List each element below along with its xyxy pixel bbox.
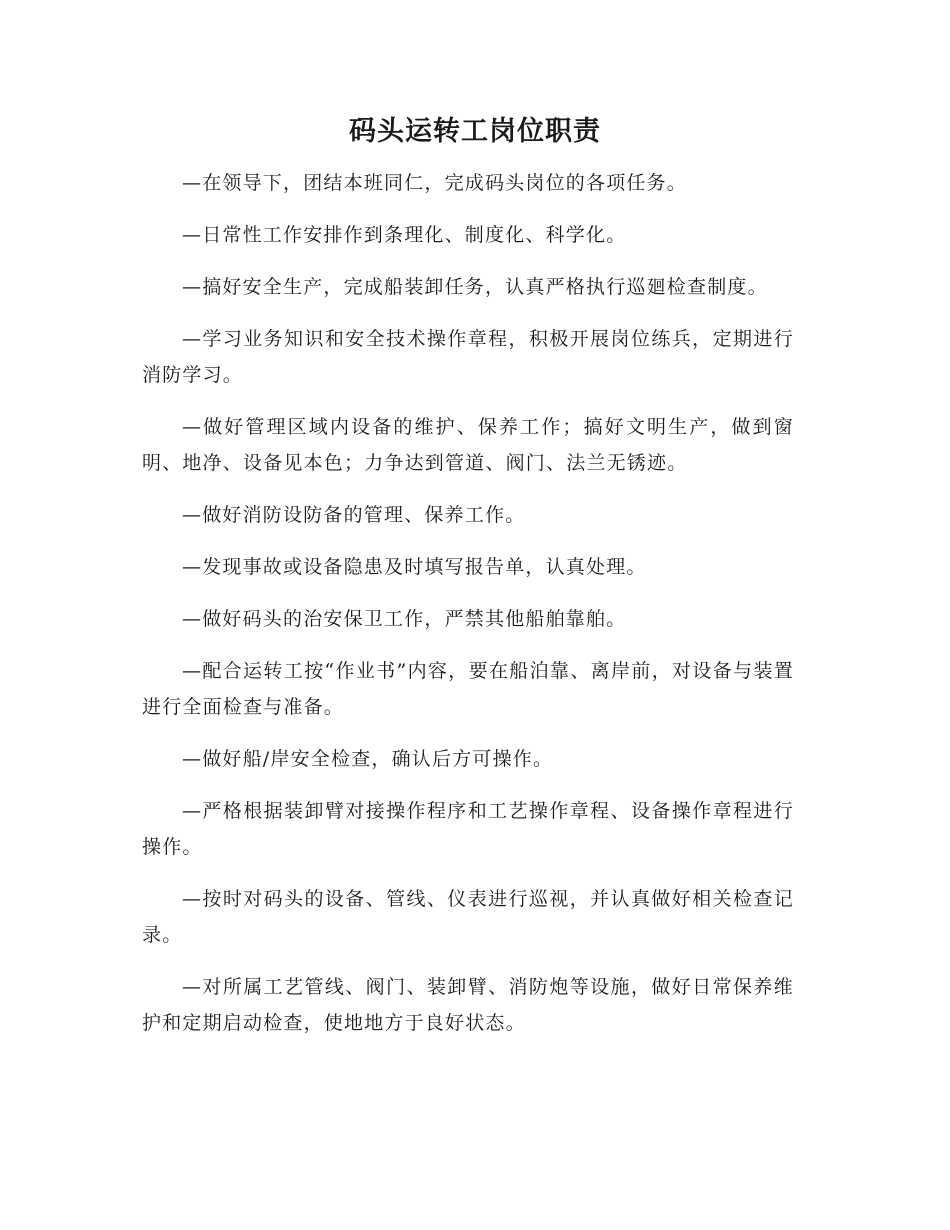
duty-paragraph-1: —在领导下，团结本班同仁，完成码头岗位的各项任务。	[182, 172, 688, 194]
duty-paragraph-13: —对所属工艺管线、阀门、装卸臂、消防炮等设施，做好日常保养维护和定期启动检查，使地地方于良好状态。	[142, 976, 794, 1034]
document-body	[142, 165, 794, 1057]
duty-paragraph-10: —做好船/岸安全检查，确认后方可操作。	[182, 748, 554, 770]
duty-paragraph-11: —严格根据装卸臂对接操作程序和工艺操作章程、设备操作章程进行操作。	[142, 800, 794, 858]
duty-paragraph-4: —学习业务知识和安全技术操作章程，积极开展岗位练兵，定期进行消防学习。	[142, 328, 794, 386]
document-title: 码头运转工岗位职责	[349, 116, 601, 147]
duty-paragraph-8: —做好码头的治安保卫工作，严禁其他船舶靠舶。	[182, 608, 627, 630]
duty-paragraph-7: —发现事故或设备隐患及时填写报告单，认真处理。	[182, 556, 647, 578]
duty-paragraph-2: —日常性工作安排作到条理化、制度化、科学化。	[182, 224, 627, 246]
duty-paragraph-12: —按时对码头的设备、管线、仪表进行巡视，并认真做好相关检查记录。	[142, 888, 794, 946]
duty-paragraph-9: —配合运转工按“作业书”内容，要在船泊靠、离岸前，对设备与装置进行全面检查与准备。	[142, 660, 794, 718]
duty-paragraph-6: —做好消防设防备的管理、保养工作。	[182, 504, 526, 526]
duty-paragraph-5: —做好管理区域内设备的维护、保养工作；搞好文明生产，做到窗明、地净、设备见本色；力争达到管道、阀门、法兰无锈迹。	[142, 416, 794, 474]
duty-paragraph-3: —搞好安全生产，完成船装卸任务，认真严格执行巡廻检查制度。	[182, 276, 768, 298]
